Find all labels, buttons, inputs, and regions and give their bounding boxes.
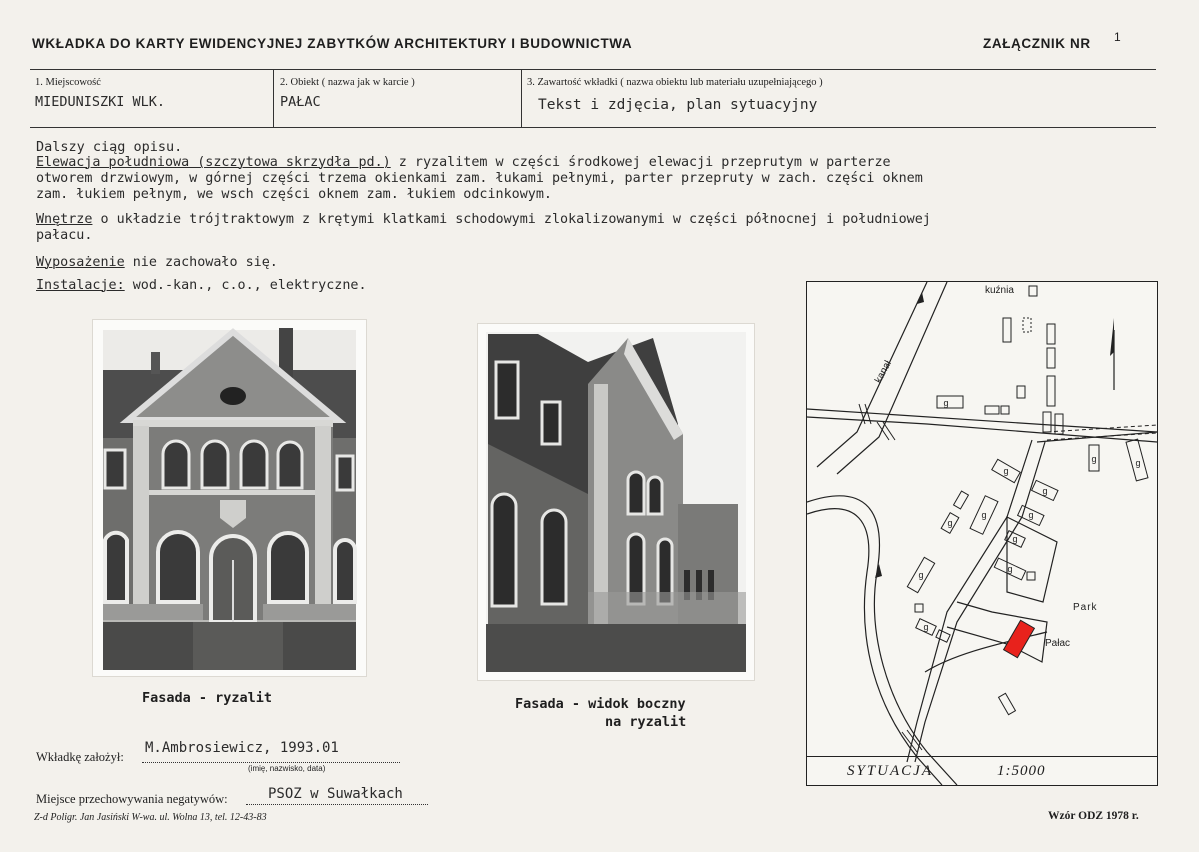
storage-value: PSOZ w Suwałkach bbox=[268, 786, 403, 802]
svg-text:g: g bbox=[1135, 458, 1141, 468]
printer-info: Z-d Poligr. Jan Jasiński W-wa. ul. Wolna 13, tel. 12-43-83 bbox=[34, 812, 267, 823]
map-scale: 1:5000 bbox=[997, 763, 1046, 779]
svg-text:g: g bbox=[1028, 510, 1034, 520]
header-rule-bottom bbox=[30, 127, 1156, 128]
photo-facade-front bbox=[93, 320, 366, 676]
installations-text: wod.-kan., c.o., elektryczne. bbox=[124, 278, 367, 293]
storage-label: Miejsce przechowywania negatywów: bbox=[36, 792, 228, 806]
svg-text:g: g bbox=[943, 398, 949, 408]
svg-text:g: g bbox=[1012, 534, 1018, 544]
equipment-text: nie zachowało się. bbox=[124, 255, 278, 270]
interior-line-1: o układzie trójtraktowym z krętymi klatkami schodowymi zlokalizowanymi w części północnej i południowej bbox=[92, 212, 931, 227]
elevation-paragraph bbox=[36, 155, 891, 170]
founded-value: M.Ambrosiewicz, 1993.01 bbox=[145, 740, 339, 756]
photo-2-caption-line-2: na ryzalit bbox=[605, 714, 687, 730]
svg-text:g: g bbox=[947, 518, 953, 528]
map-label-park: Park bbox=[1073, 602, 1098, 613]
svg-text:g: g bbox=[981, 510, 987, 520]
photo-1-caption: Fasada - ryzalit bbox=[142, 690, 273, 706]
elevation-heading: Elewacja południowa (szczytowa skrzydła pd.) bbox=[36, 155, 391, 170]
map-title: SYTUACJA bbox=[847, 763, 934, 779]
interior-line-2: pałacu. bbox=[36, 228, 93, 243]
map-label-canal: kanał bbox=[873, 358, 894, 386]
attachment-number: 1 bbox=[1114, 30, 1121, 44]
installations-paragraph bbox=[36, 278, 367, 293]
object-label: 2. Obiekt ( nazwa jak w karcie ) bbox=[280, 77, 415, 88]
elevation-line-1: z ryzalitem w części środkowej elewacji przeprutym w parterze bbox=[390, 155, 891, 170]
palace-marker bbox=[1004, 620, 1035, 657]
field-divider-2 bbox=[521, 70, 522, 127]
elevation-line-3: zam. łukiem pełnym, we wsch części oknem zam. łukiem odcinkowym. bbox=[36, 187, 552, 202]
svg-text:g: g bbox=[1007, 564, 1013, 574]
content-label: 3. Zawartość wkładki ( nazwa obiektu lub materiału uzupełniającego ) bbox=[527, 77, 823, 88]
svg-text:g: g bbox=[1042, 486, 1048, 496]
map-label-palace: Pałac bbox=[1045, 638, 1071, 649]
founded-label: Wkładkę założył: bbox=[36, 750, 124, 764]
storage-dotted-line bbox=[246, 804, 428, 805]
locality-value: MIEDUNISZKI WLK. bbox=[35, 94, 166, 110]
field-divider-1 bbox=[273, 70, 274, 127]
installations-heading: Instalacje: bbox=[36, 278, 125, 293]
map-label-forge: kuźnia bbox=[985, 285, 1014, 296]
form-title: WKŁADKA DO KARTY EWIDENCYJNEJ ZABYTKÓW ARCHITEKTURY I BUDOWNICTWA bbox=[32, 36, 633, 51]
equipment-heading: Wyposażenie bbox=[36, 255, 125, 270]
attachment-label: ZAŁĄCZNIK NR bbox=[983, 36, 1091, 51]
svg-text:g: g bbox=[1003, 466, 1009, 476]
site-plan-drawing bbox=[807, 282, 1157, 785]
founded-hint: (imię, nazwisko, data) bbox=[248, 764, 326, 773]
header-rule-top bbox=[30, 69, 1156, 70]
content-value: Tekst i zdjęcia, plan sytuacyjny bbox=[538, 97, 818, 113]
facade-side-image bbox=[478, 324, 754, 680]
svg-text:g: g bbox=[923, 622, 929, 632]
form-model: Wzór ODZ 1978 r. bbox=[1048, 810, 1139, 822]
equipment-paragraph bbox=[36, 255, 278, 270]
svg-text:g: g bbox=[1091, 454, 1097, 464]
object-value: PAŁAC bbox=[280, 94, 321, 110]
elevation-line-2: otworem drzwiowym, w górnej części trzema okienkami zam. łukami pełnymi, parter przepruty w zach. części oknem bbox=[36, 171, 923, 186]
photo-facade-side bbox=[478, 324, 754, 680]
site-plan-map bbox=[806, 281, 1158, 786]
locality-label: 1. Miejscowość bbox=[35, 77, 101, 88]
svg-text:g: g bbox=[918, 570, 924, 580]
interior-paragraph bbox=[36, 212, 931, 227]
photo-2-caption-line-1: Fasada - widok boczny bbox=[515, 696, 686, 712]
description-intro: Dalszy ciąg opisu. bbox=[36, 139, 183, 155]
map-title-rule bbox=[807, 756, 1157, 757]
interior-heading: Wnętrze bbox=[36, 212, 93, 227]
facade-front-image bbox=[93, 320, 366, 676]
founded-dotted-line bbox=[142, 762, 400, 763]
